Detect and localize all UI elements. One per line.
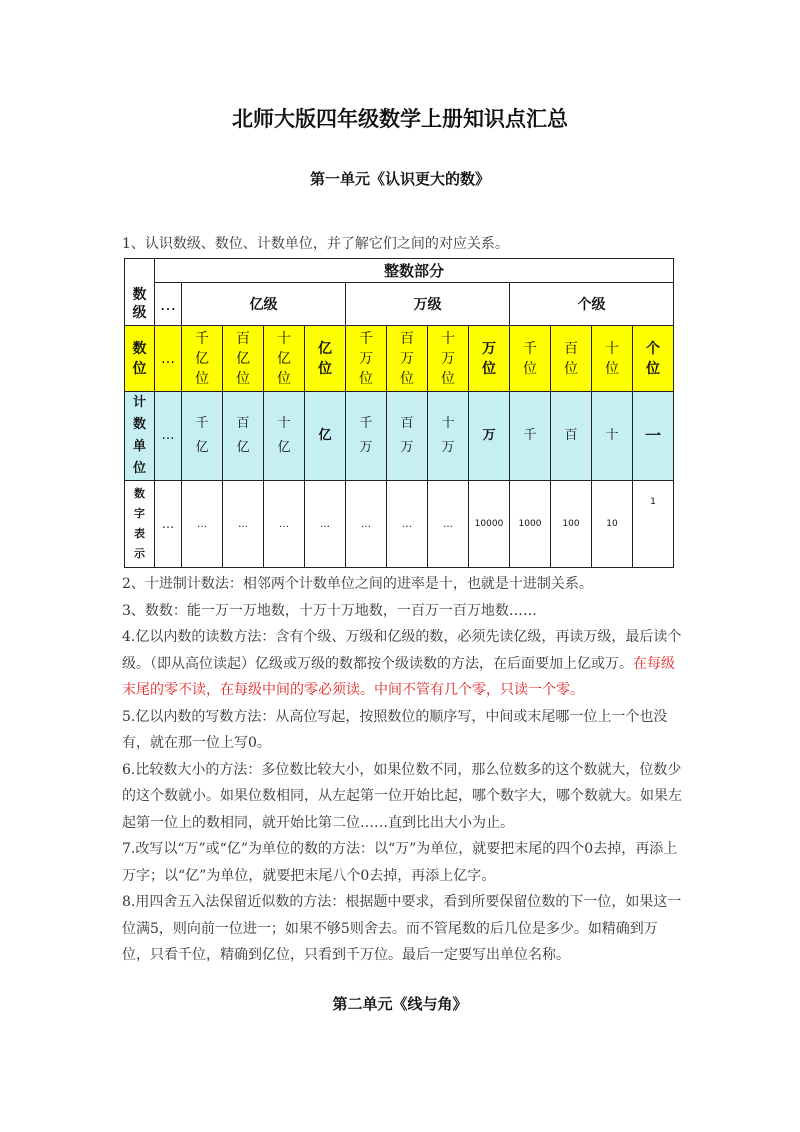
point-7: 7.改写以“万”或“亿”为单位的数的方法：以“万”为单位，就要把末尾的四个0去掉，再添上万字；以“亿”为单位，就要把末尾八个0去掉，再添上亿字。 [122, 841, 678, 884]
unit-cell: 十 万 [428, 392, 469, 481]
point-2: 2、十进制计数法：相邻两个计数单位之间的进率是十，也就是十进制关系。 [122, 576, 593, 592]
point-4-text: 4.亿以内数的读数方法：含有个级、万级和亿级的数，必须先读亿级，再读万级，最后读个级。（即从高位读起）亿级或万级的数都按个级读数的方法，在后面要加上亿或万。 [122, 629, 682, 672]
display-cell: … [264, 481, 305, 568]
display-cell: … [387, 481, 428, 568]
level-ellipsis: … [155, 283, 182, 326]
unit-cell: 千 万 [346, 392, 387, 481]
unit-cell: 亿 [305, 392, 346, 481]
digit-cell: 十 位 [592, 326, 633, 392]
display-cell: 1000 [510, 481, 551, 568]
point-4-highlight: 在每级末尾的零不读，在每级中间的零必须读。中间不管有几个零，只读一个零。 [122, 655, 675, 698]
unit-ellipsis: … [155, 392, 182, 481]
digit-cell: 百 亿 位 [223, 326, 264, 392]
digit-cell: 个 位 [633, 326, 674, 392]
display-cell: 100 [551, 481, 592, 568]
label-digit: 数 位 [125, 326, 155, 392]
point-1: 1、认识数级、数位、计数单位，并了解它们之间的对应关系。 [122, 236, 509, 252]
digit-cell: 十 亿 位 [264, 326, 305, 392]
display-ellipsis: … [155, 481, 182, 568]
level-ge: 个级 [510, 283, 674, 326]
display-cell: … [428, 481, 469, 568]
unit2-heading: 第二单元《线与角》 [332, 995, 468, 1013]
point-6: 6.比较数大小的方法：多位数比较大小，如果位数不同，那么位数多的这个数就大，位数少的这个数就小。如果位数相同，从左起第一位开始比起，哪个数字大，哪个数就大。如果左起第一位上的数相同，就开始比第二位……直到比出大小为止。 [122, 761, 682, 831]
display-cell: 1 [633, 481, 674, 568]
level-yi: 亿级 [182, 283, 346, 326]
display-cell: … [305, 481, 346, 568]
unit-cell: 千 [510, 392, 551, 481]
digit-cell: 千 亿 位 [182, 326, 223, 392]
unit-cell: 十 [592, 392, 633, 481]
digit-cell: 亿 位 [305, 326, 346, 392]
digit-cell: 百 万 位 [387, 326, 428, 392]
unit-cell: 百 亿 [223, 392, 264, 481]
unit-cell: 千 亿 [182, 392, 223, 481]
point-5: 5.亿以内数的写数方法：从高位写起，按照数位的顺序写，中间或末尾哪一位上一个也没有，就在那一位上写0。 [122, 708, 668, 751]
document-title: 北师大版四年级数学上册知识点汇总 [232, 107, 568, 131]
point-3: 3、数数：能一万一万地数，十万十万地数，一百万一百万地数…… [122, 602, 537, 619]
unit-cell: 十 亿 [264, 392, 305, 481]
point-4 [122, 624, 682, 704]
unit-cell: 百 [551, 392, 592, 481]
display-cell: 10 [592, 481, 633, 568]
display-cell: … [346, 481, 387, 568]
digit-cell: 万 位 [469, 326, 510, 392]
digit-cell: 百 位 [551, 326, 592, 392]
unit-cell: 百 万 [387, 392, 428, 481]
label-unit: 计 数 单 位 [125, 392, 155, 481]
display-cell: 10000 [469, 481, 510, 568]
digit-ellipsis: … [155, 326, 182, 392]
display-cell: … [223, 481, 264, 568]
unit-cell: 一 [633, 392, 674, 481]
digit-cell: 千 万 位 [346, 326, 387, 392]
level-wan: 万级 [346, 283, 510, 326]
digit-cell: 十 万 位 [428, 326, 469, 392]
unit1-heading: 第一单元《认识更大的数》 [309, 170, 490, 188]
label-display: 数 字 表 示 [125, 481, 155, 568]
point-8: 8.用四舍五入法保留近似数的方法：根据题中要求，看到所要保留位数的下一位，如果这一位满5，则向前一位进一；如果不够5则舍去。而不管尾数的后几位是多少。如精确到万位，只看千位，精确到亿位，只看到千万位。最后一定要写出单位名称。 [122, 894, 682, 963]
label-level: 数 级 [125, 283, 155, 326]
unit-cell: 万 [469, 392, 510, 481]
display-cell: … [182, 481, 223, 568]
number-place-table [124, 258, 674, 568]
digit-cell: 千 位 [510, 326, 551, 392]
body-text [122, 571, 682, 969]
header-integer-part: 整数部分 [155, 259, 674, 283]
